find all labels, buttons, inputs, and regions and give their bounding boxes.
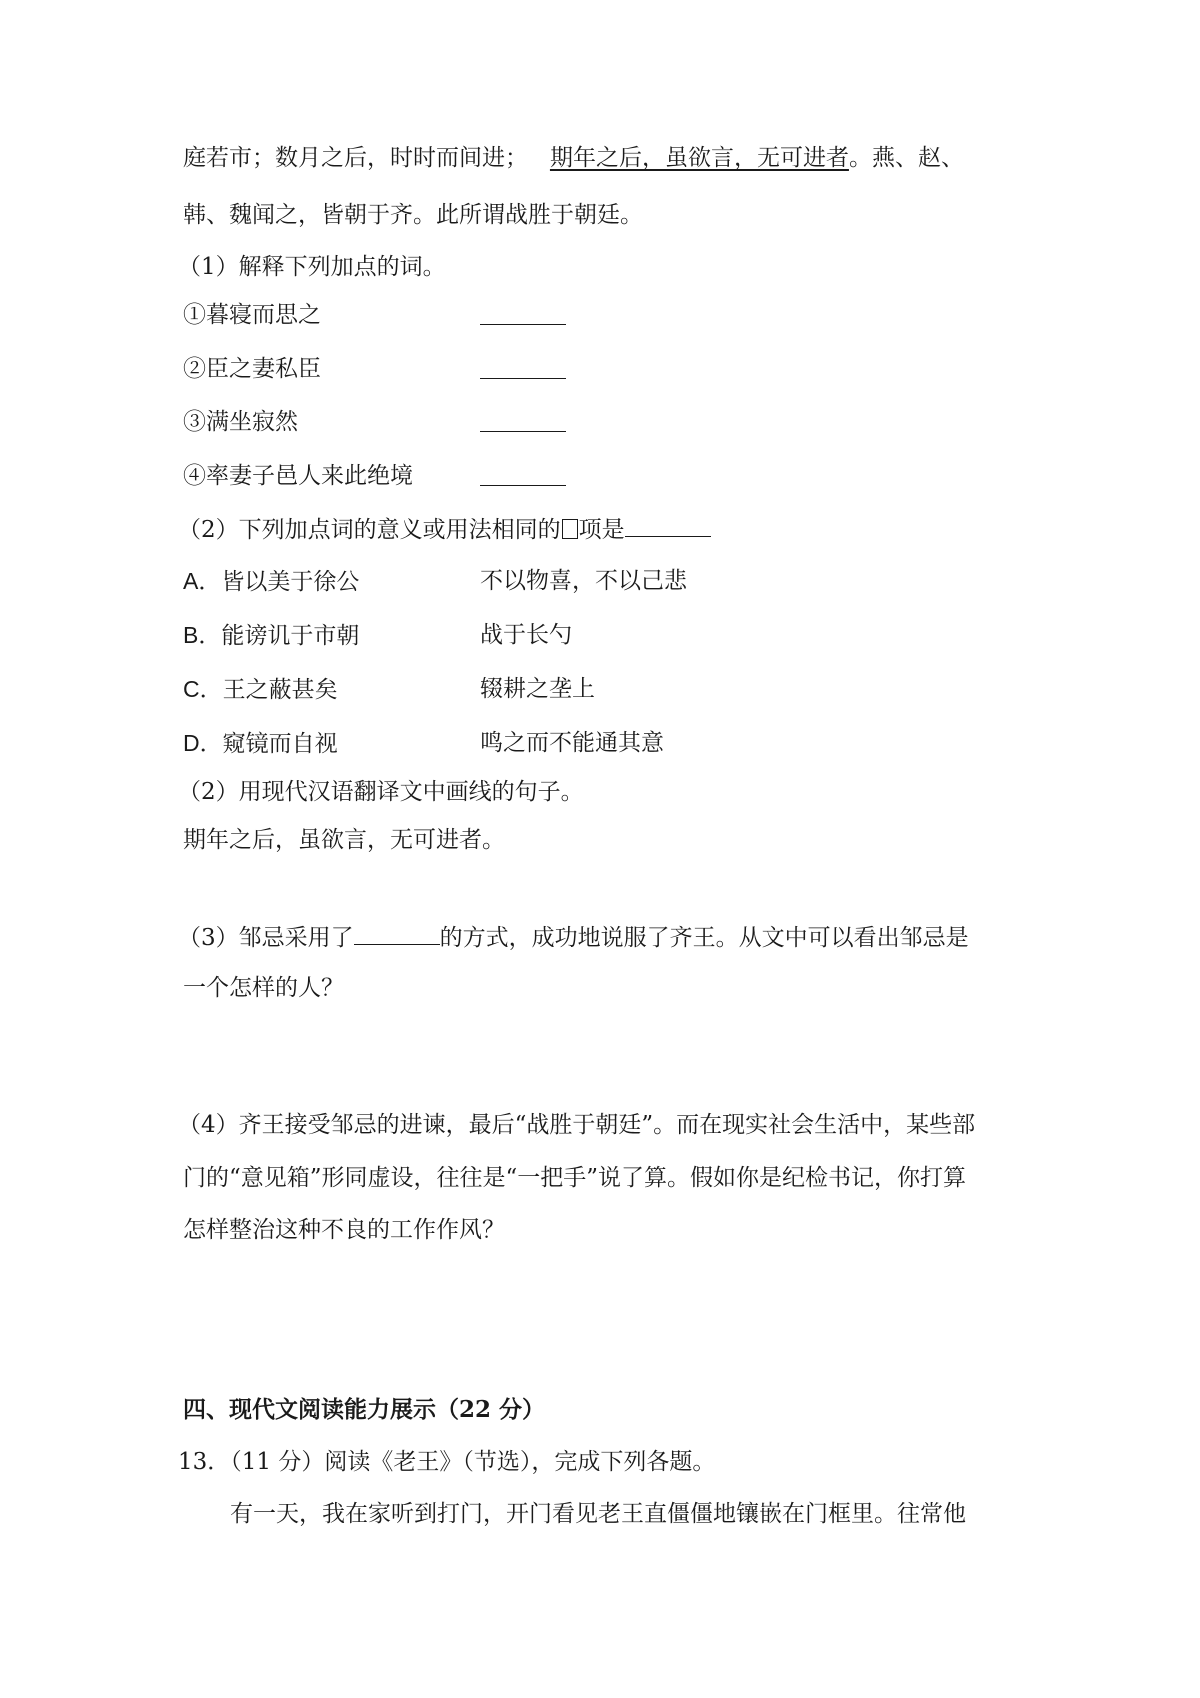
q2-option-b-right: 战于长勺 — [480, 622, 572, 648]
passage-text: 。燕、赵、 — [848, 145, 964, 171]
question-4-line-1: （4）齐王接受邹忌的进谏，最后“战胜于朝廷”。而在现实社会生活中，某些部 — [178, 1112, 976, 1138]
passage-line-2: 韩、魏闻之，皆朝于齐。此所谓战胜于朝廷。 — [183, 202, 643, 228]
q2-option-a-right: 不以物喜，不以己悲 — [480, 568, 687, 594]
option-letter: C． — [183, 676, 223, 702]
q1-item-1: ①暮寝而思之 — [183, 302, 321, 328]
option-letter: B． — [183, 622, 222, 648]
answer-blank[interactable] — [480, 461, 566, 494]
option-letter: A． — [183, 568, 222, 594]
q2-option-a — [183, 566, 359, 597]
translation-sentence: 期年之后，虽欲言，无可进者。 — [183, 827, 505, 853]
q2-prompt-text: 项是 — [578, 517, 625, 543]
option-left: 皆以美于徐公 — [221, 569, 360, 595]
option-letter: D． — [183, 730, 223, 756]
question-1-prompt: （1）解释下列加点的词。 — [178, 254, 446, 280]
answer-blank[interactable] — [480, 407, 566, 440]
q3-text: （3）邹忌采用了 — [178, 925, 354, 951]
question-3-line-1 — [178, 920, 969, 953]
question-4-line-3: 怎样整治这种不良的工作作风？ — [183, 1217, 505, 1243]
q1-item-4: ④率妻子邑人来此绝境 — [183, 463, 413, 489]
q2-option-d-right: 鸣之而不能通其意 — [480, 730, 664, 756]
question-3-line-2: 一个怎样的人？ — [183, 975, 344, 1001]
passage-line-1 — [183, 143, 964, 173]
passage-paragraph: 有一天，我在家听到打门，开门看见老王直僵僵地镶嵌在门框里。往常他 — [230, 1501, 966, 1527]
answer-blank[interactable] — [354, 920, 440, 945]
q2-option-b — [183, 620, 359, 651]
question-2-prompt — [178, 512, 711, 545]
option-left: 王之蔽甚矣 — [222, 677, 338, 703]
q2-option-d — [183, 728, 338, 759]
underlined-sentence: 期年之后，虽欲言，无可进者 — [549, 145, 849, 171]
q2-option-c-right: 辍耕之垄上 — [480, 676, 595, 702]
answer-blank[interactable] — [625, 512, 711, 537]
question-2b-prompt: （2）用现代汉语翻译文中画线的句子。 — [178, 779, 584, 805]
missing-glyph-icon — [562, 519, 578, 539]
passage-text: 庭若市；数月之后，时时而间进； — [183, 145, 528, 171]
question-13-prompt: 13．（11 分）阅读《老王》（节选），完成下列各题。 — [178, 1449, 716, 1475]
q1-item-2: ②臣之妻私臣 — [183, 356, 321, 382]
q2-prompt-text: （2）下列加点词的意义或用法相同的 — [178, 517, 561, 543]
q1-item-3: ③满坐寂然 — [183, 409, 298, 435]
answer-blank[interactable] — [480, 300, 566, 333]
section-heading: 四、现代文阅读能力展示（22 分） — [183, 1396, 546, 1423]
option-left: 窥镜而自视 — [222, 731, 338, 757]
q2-option-c — [183, 674, 338, 705]
option-left: 能谤讥于市朝 — [221, 623, 360, 649]
q3-text: 的方式，成功地说服了齐王。从文中可以看出邹忌是 — [439, 925, 969, 951]
answer-blank[interactable] — [480, 354, 566, 387]
question-4-line-2: 门的“意见箱”形同虚设，往往是“一把手”说了算。假如你是纪检书记，你打算 — [183, 1165, 967, 1191]
